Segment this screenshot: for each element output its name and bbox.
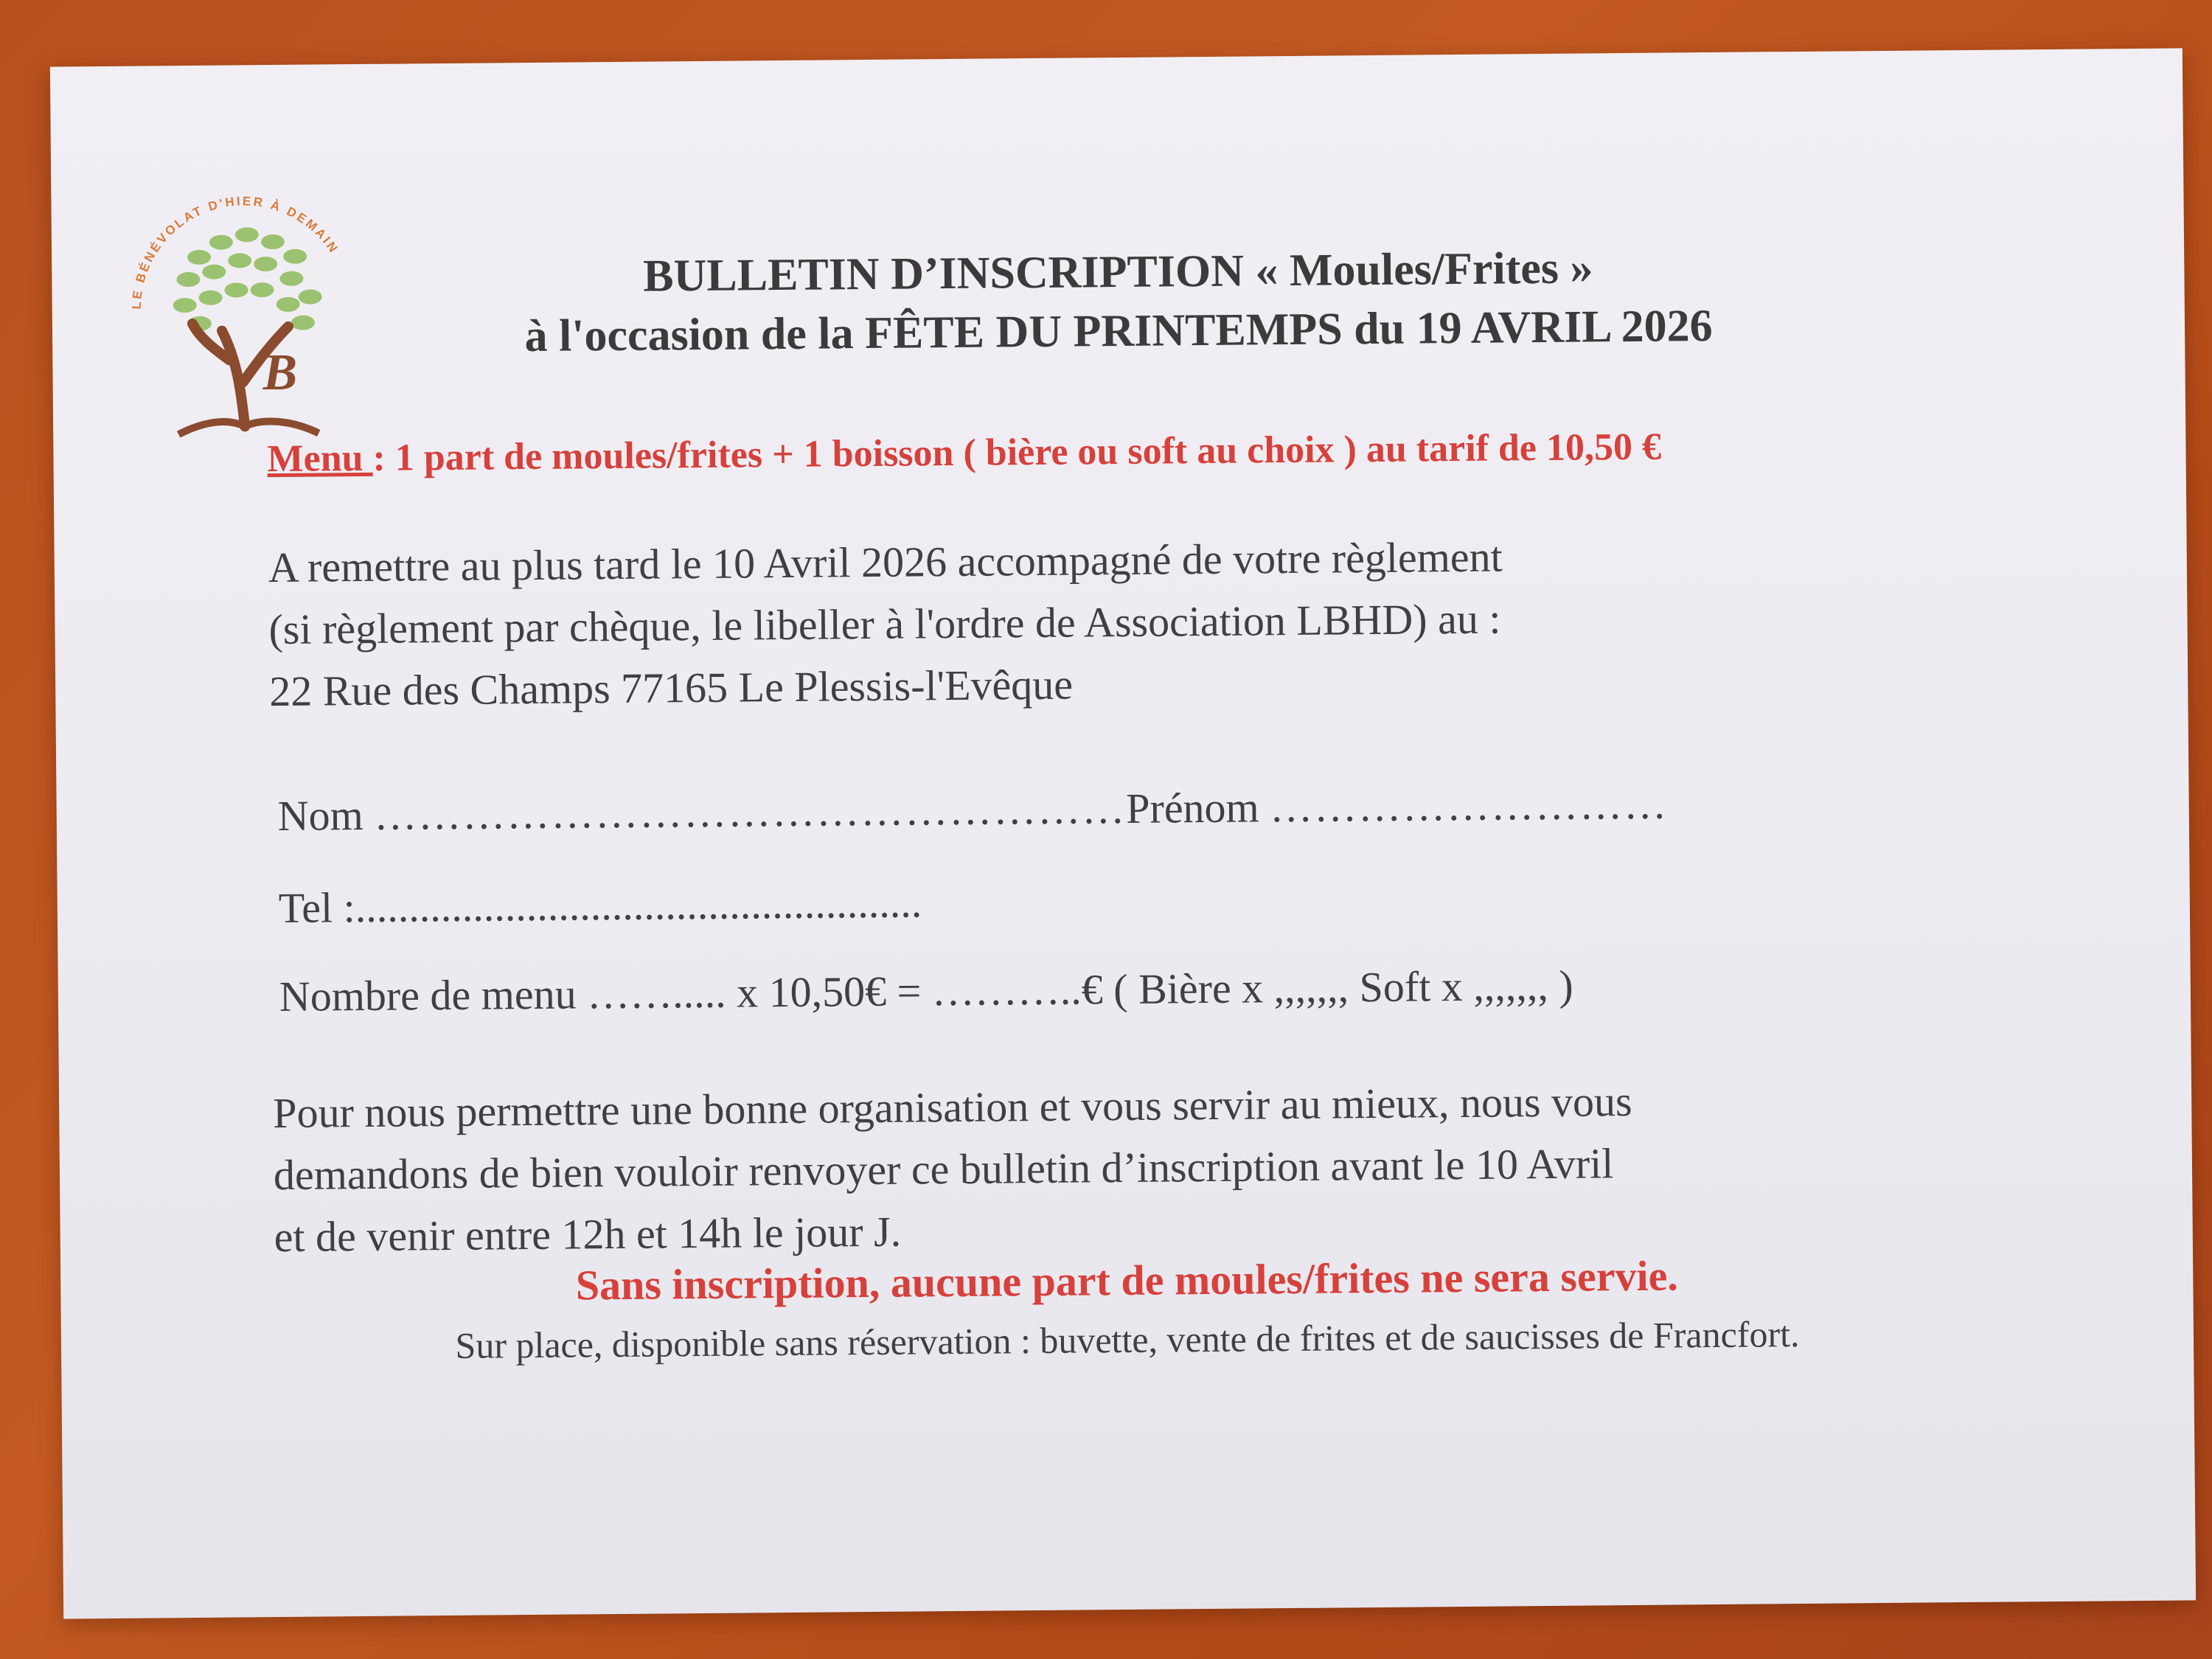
menu-count-row (279, 961, 1573, 1021)
paragraph-line: Pour nous permettre une bonne organisation et vous servir au mieux, nous vous (272, 1077, 1632, 1138)
instruction-line: A remettre au plus tard le 10 Avril 2026 accompagné de votre règlement (268, 532, 1503, 592)
address-line: 22 Rue des Champs 77165 Le Plessis-l'Evêque (268, 660, 1074, 716)
warning-notice: Sans inscription, aucune part de moules/frites ne sera servie. (575, 1251, 1679, 1310)
instruction-line: (si règlement par chèque, le libeller à l'ordre de Association LBHD) au : (268, 594, 1501, 654)
nom-blank[interactable]: …………………………………………… (373, 784, 1127, 839)
organisation-paragraph (273, 1071, 1633, 1268)
unit-price: x 10,50€ = (736, 967, 933, 1017)
nombre-blank[interactable]: ……..... (586, 968, 737, 1018)
menu-label: Menu (267, 437, 373, 481)
form-title: BULLETIN D’INSCRIPTION « Moules/Frites » (642, 243, 1593, 302)
prenom-label: Prénom (1125, 783, 1270, 832)
nombre-label: Nombre de menu (279, 970, 588, 1020)
total-blank[interactable]: ……….. (931, 965, 1082, 1015)
onsite-note: Sur place, disponible sans réservation : buvette, vente de frites et de saucisses de Francfort. (455, 1313, 1800, 1366)
name-field-row (277, 779, 1668, 841)
event-subtitle: à l'occasion de la FÊTE DU PRINTEMPS du 19 AVRIL 2026 (524, 300, 1713, 362)
svg-text:LE BÉNÉVOLAT D'HIER À DEMAIN: LE BÉNÉVOLAT D'HIER À DEMAIN (129, 194, 342, 310)
prenom-blank[interactable]: ……………………… (1269, 779, 1669, 832)
flyer-sheet (50, 48, 2196, 1618)
nom-label: Nom (277, 790, 375, 841)
instructions-block (268, 526, 1503, 723)
logo-monogram: B (262, 344, 298, 402)
tel-field-row (279, 877, 922, 933)
tel-label: Tel : (278, 883, 355, 932)
menu-text: : 1 part de moules/frites + 1 boisson ( bière ou soft au choix ) au tarif de 10,50 € (372, 425, 1662, 479)
tel-blank[interactable]: ..................................................... (355, 878, 922, 932)
paragraph-line: et de venir entre 12h et 14h le jour J. (274, 1207, 902, 1262)
drink-choice: € ( Bière x ,,,,,,, Soft x ,,,,,,, ) (1081, 961, 1573, 1014)
menu-description (267, 425, 1661, 481)
paragraph-line: demandons de bien vouloir renvoyer ce bulletin d’inscription avant le 10 Avril (273, 1139, 1614, 1200)
